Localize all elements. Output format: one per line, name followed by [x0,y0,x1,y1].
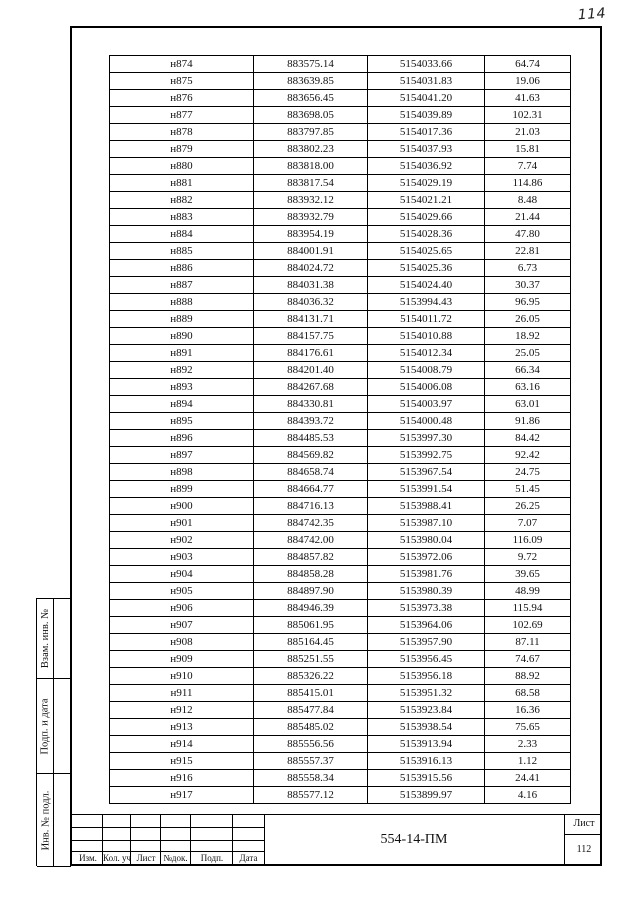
y-coord-cell: 5153951.32 [368,685,485,702]
table-row [110,226,571,243]
y-coord-cell: 5153915.56 [368,770,485,787]
x-coord-cell: 885061.95 [254,617,368,634]
y-coord-cell: 5153988.41 [368,498,485,515]
x-coord-cell: 885251.55 [254,651,368,668]
point-id-cell: н883 [110,209,254,226]
y-coord-cell: 5154012.34 [368,345,485,362]
x-coord-cell: 883656.45 [254,90,368,107]
point-id-cell: н915 [110,753,254,770]
table-row [110,260,571,277]
distance-cell: 115.94 [485,600,571,617]
point-id-cell: н900 [110,498,254,515]
x-coord-cell: 884176.61 [254,345,368,362]
distance-cell: 68.58 [485,685,571,702]
x-coord-cell: 884857.82 [254,549,368,566]
table-row [110,685,571,702]
y-coord-cell: 5154041.20 [368,90,485,107]
point-id-cell: н887 [110,277,254,294]
y-coord-cell: 5154036.92 [368,158,485,175]
point-id-cell: н902 [110,532,254,549]
distance-cell: 47.80 [485,226,571,243]
distance-cell: 63.16 [485,379,571,396]
distance-cell: 51.45 [485,481,571,498]
x-coord-cell: 884716.13 [254,498,368,515]
y-coord-cell: 5153987.10 [368,515,485,532]
table-row [110,498,571,515]
sheet-number: 112 [576,844,592,855]
side-cell-podp-data [37,679,71,774]
point-id-cell: н880 [110,158,254,175]
distance-cell: 102.31 [485,107,571,124]
x-coord-cell: 883575.14 [254,56,368,73]
table-row [110,447,571,464]
point-id-cell: н886 [110,260,254,277]
table-row [110,481,571,498]
y-coord-cell: 5153938.54 [368,719,485,736]
distance-cell: 26.25 [485,498,571,515]
point-id-cell: н878 [110,124,254,141]
point-id-cell: н882 [110,192,254,209]
table-row [110,396,571,413]
distance-cell: 114.86 [485,175,571,192]
y-coord-cell: 5154033.66 [368,56,485,73]
distance-cell: 6.73 [485,260,571,277]
table-row [110,294,571,311]
table-row [110,175,571,192]
point-id-cell: н903 [110,549,254,566]
tb-label-list: Лист [136,853,156,863]
point-id-cell: н884 [110,226,254,243]
table-row [110,770,571,787]
point-id-cell: н916 [110,770,254,787]
point-id-cell: н879 [110,141,254,158]
table-row [110,787,571,804]
table-row [110,753,571,770]
tb-label-podp: Подп. [200,853,224,863]
point-id-cell: н894 [110,396,254,413]
tb-label-ndok: №док. [163,853,188,863]
table-row [110,345,571,362]
point-id-cell: н905 [110,583,254,600]
table-row [110,600,571,617]
y-coord-cell: 5154021.21 [368,192,485,209]
table-row [110,209,571,226]
point-id-cell: н874 [110,56,254,73]
point-id-cell: н917 [110,787,254,804]
table-row [110,90,571,107]
y-coord-cell: 5153899.97 [368,787,485,804]
tb-label-kol-uch: Кол. уч [103,853,131,863]
y-coord-cell: 5154024.40 [368,277,485,294]
table-row [110,158,571,175]
point-id-cell: н899 [110,481,254,498]
y-coord-cell: 5153967.54 [368,464,485,481]
table-row [110,651,571,668]
x-coord-cell: 883797.85 [254,124,368,141]
y-coord-cell: 5153992.75 [368,447,485,464]
y-coord-cell: 5154028.36 [368,226,485,243]
distance-cell: 1.12 [485,753,571,770]
x-coord-cell: 885557.37 [254,753,368,770]
point-id-cell: н908 [110,634,254,651]
table-row [110,515,571,532]
table-row [110,124,571,141]
x-coord-cell: 884858.28 [254,566,368,583]
side-label-podp-data: Подп. и дата [40,697,52,755]
x-coord-cell: 884897.90 [254,583,368,600]
table-row [110,464,571,481]
distance-cell: 21.44 [485,209,571,226]
table-row [110,566,571,583]
x-coord-cell: 885164.45 [254,634,368,651]
tb-label-data: Дата [239,853,258,863]
handwritten-page-number: 114 [577,5,607,24]
table-row [110,583,571,600]
y-coord-cell: 5153916.13 [368,753,485,770]
y-coord-cell: 5153994.43 [368,294,485,311]
x-coord-cell: 884658.74 [254,464,368,481]
x-coord-cell: 883932.12 [254,192,368,209]
distance-cell: 22.81 [485,243,571,260]
side-stamp [36,598,70,866]
table-row [110,192,571,209]
point-id-cell: н910 [110,668,254,685]
x-coord-cell: 884664.77 [254,481,368,498]
point-id-cell: н911 [110,685,254,702]
y-coord-cell: 5154000.48 [368,413,485,430]
side-label-inv-podl: Инв. № подл. [40,790,52,850]
sheet-label: Лист [573,818,595,829]
point-id-cell: н914 [110,736,254,753]
y-coord-cell: 5153956.45 [368,651,485,668]
table-row [110,328,571,345]
y-coord-cell: 5154029.19 [368,175,485,192]
distance-cell: 24.41 [485,770,571,787]
x-coord-cell: 884036.32 [254,294,368,311]
x-coord-cell: 884157.75 [254,328,368,345]
distance-cell: 15.81 [485,141,571,158]
distance-cell: 92.42 [485,447,571,464]
x-coord-cell: 884330.81 [254,396,368,413]
y-coord-cell: 5153923.84 [368,702,485,719]
distance-cell: 25.05 [485,345,571,362]
x-coord-cell: 884946.39 [254,600,368,617]
distance-cell: 26.05 [485,311,571,328]
distance-cell: 48.99 [485,583,571,600]
point-id-cell: н895 [110,413,254,430]
y-coord-cell: 5154031.83 [368,73,485,90]
point-id-cell: н909 [110,651,254,668]
distance-cell: 19.06 [485,73,571,90]
distance-cell: 16.36 [485,702,571,719]
side-cell-vzam [37,599,71,679]
y-coord-cell: 5153972.06 [368,549,485,566]
x-coord-cell: 884569.82 [254,447,368,464]
point-id-cell: н891 [110,345,254,362]
point-id-cell: н877 [110,107,254,124]
table-row [110,73,571,90]
distance-cell: 18.92 [485,328,571,345]
distance-cell: 4.16 [485,787,571,804]
distance-cell: 87.11 [485,634,571,651]
x-coord-cell: 884001.91 [254,243,368,260]
table-row [110,379,571,396]
y-coord-cell: 5153964.06 [368,617,485,634]
distance-cell: 74.67 [485,651,571,668]
x-coord-cell: 883639.85 [254,73,368,90]
y-coord-cell: 5153997.30 [368,430,485,447]
y-coord-cell: 5153973.38 [368,600,485,617]
point-id-cell: н904 [110,566,254,583]
y-coord-cell: 5154011.72 [368,311,485,328]
x-coord-cell: 883817.54 [254,175,368,192]
point-id-cell: н889 [110,311,254,328]
x-coord-cell: 885326.22 [254,668,368,685]
table-row [110,668,571,685]
y-coord-cell: 5153957.90 [368,634,485,651]
distance-cell: 30.37 [485,277,571,294]
x-coord-cell: 883954.19 [254,226,368,243]
table-row [110,243,571,260]
table-row [110,413,571,430]
x-coord-cell: 884393.72 [254,413,368,430]
table-row [110,362,571,379]
x-coord-cell: 883802.23 [254,141,368,158]
distance-cell: 64.74 [485,56,571,73]
y-coord-cell: 5154025.65 [368,243,485,260]
distance-cell: 2.33 [485,736,571,753]
point-id-cell: н881 [110,175,254,192]
x-coord-cell: 885485.02 [254,719,368,736]
point-id-cell: н901 [110,515,254,532]
x-coord-cell: 884024.72 [254,260,368,277]
distance-cell: 7.07 [485,515,571,532]
point-id-cell: н890 [110,328,254,345]
y-coord-cell: 5154003.97 [368,396,485,413]
point-id-cell: н876 [110,90,254,107]
point-id-cell: н898 [110,464,254,481]
y-coord-cell: 5153956.18 [368,668,485,685]
point-id-cell: н897 [110,447,254,464]
distance-cell: 91.86 [485,413,571,430]
table-row [110,617,571,634]
side-cell-inv-podl [37,774,71,867]
point-id-cell: н885 [110,243,254,260]
y-coord-cell: 5154039.89 [368,107,485,124]
y-coord-cell: 5153991.54 [368,481,485,498]
x-coord-cell: 884267.68 [254,379,368,396]
distance-cell: 24.75 [485,464,571,481]
distance-cell: 9.72 [485,549,571,566]
distance-cell: 8.48 [485,192,571,209]
distance-cell: 39.65 [485,566,571,583]
distance-cell: 96.95 [485,294,571,311]
y-coord-cell: 5154008.79 [368,362,485,379]
distance-cell: 102.69 [485,617,571,634]
y-coord-cell: 5154006.08 [368,379,485,396]
table-row [110,430,571,447]
point-id-cell: н892 [110,362,254,379]
x-coord-cell: 884201.40 [254,362,368,379]
x-coord-cell: 884742.00 [254,532,368,549]
table-row [110,634,571,651]
point-id-cell: н906 [110,600,254,617]
y-coord-cell: 5154025.36 [368,260,485,277]
point-id-cell: н913 [110,719,254,736]
table-row [110,141,571,158]
x-coord-cell: 883698.05 [254,107,368,124]
table-row [110,107,571,124]
distance-cell: 88.92 [485,668,571,685]
point-id-cell: н893 [110,379,254,396]
table-row [110,702,571,719]
distance-cell: 84.42 [485,430,571,447]
tb-label-izm: Изм. [79,853,97,863]
distance-cell: 66.34 [485,362,571,379]
y-coord-cell: 5154010.88 [368,328,485,345]
point-id-cell: н875 [110,73,254,90]
y-coord-cell: 5154029.66 [368,209,485,226]
table-row [110,56,571,73]
x-coord-cell: 885556.56 [254,736,368,753]
document-code: 554-14-ПМ [380,832,448,847]
point-id-cell: н896 [110,430,254,447]
distance-cell: 63.01 [485,396,571,413]
x-coord-cell: 883818.00 [254,158,368,175]
x-coord-cell: 884131.71 [254,311,368,328]
y-coord-cell: 5154037.93 [368,141,485,158]
y-coord-cell: 5154017.36 [368,124,485,141]
y-coord-cell: 5153980.39 [368,583,485,600]
point-id-cell: н912 [110,702,254,719]
table-row [110,736,571,753]
x-coord-cell: 885415.01 [254,685,368,702]
table-row [110,549,571,566]
point-id-cell: н907 [110,617,254,634]
x-coord-cell: 884031.38 [254,277,368,294]
table-row [110,719,571,736]
distance-cell: 116.09 [485,532,571,549]
table-row [110,277,571,294]
side-label-vzam: Взам. инв. № [40,608,52,669]
distance-cell: 75.65 [485,719,571,736]
x-coord-cell: 884485.53 [254,430,368,447]
coordinates-table [109,55,571,804]
table-row [110,532,571,549]
distance-cell: 41.63 [485,90,571,107]
distance-cell: 21.03 [485,124,571,141]
x-coord-cell: 883932.79 [254,209,368,226]
distance-cell: 7.74 [485,158,571,175]
y-coord-cell: 5153913.94 [368,736,485,753]
x-coord-cell: 885558.34 [254,770,368,787]
point-id-cell: н888 [110,294,254,311]
table-row [110,311,571,328]
x-coord-cell: 884742.35 [254,515,368,532]
y-coord-cell: 5153981.76 [368,566,485,583]
y-coord-cell: 5153980.04 [368,532,485,549]
x-coord-cell: 885577.12 [254,787,368,804]
x-coord-cell: 885477.84 [254,702,368,719]
